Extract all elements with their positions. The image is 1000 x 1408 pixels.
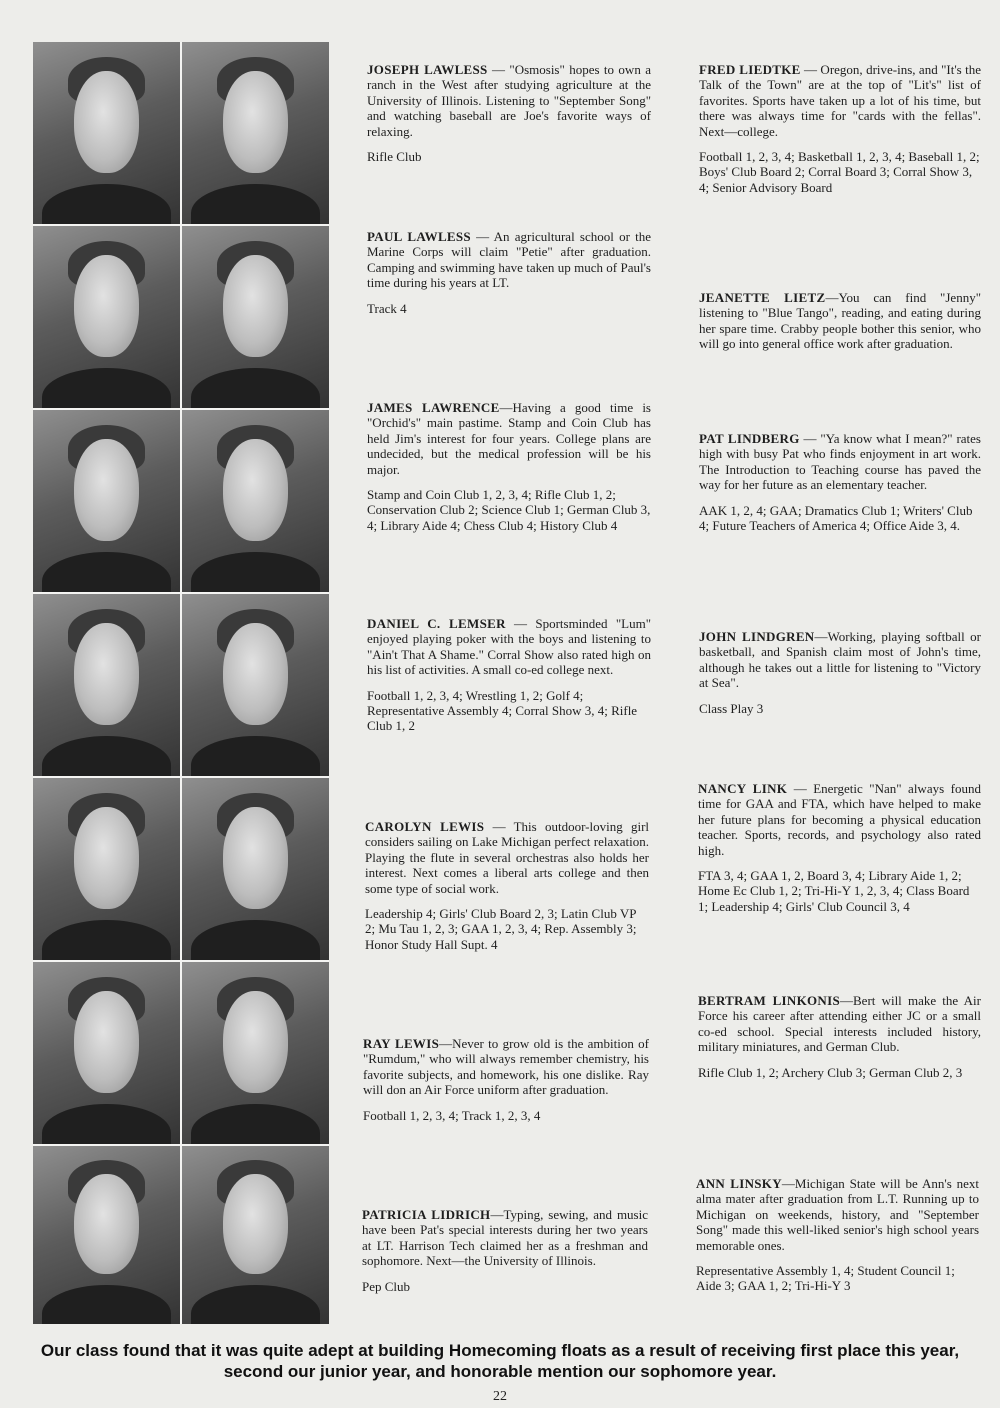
entry-text: —Michigan State will be Ann's next alma mater after graduation from L.T. Running up to Michigan on weekends, history, and "September Song" made this well-liked senior's high school years memorable ones. [696, 1176, 980, 1253]
portrait-photo [182, 1146, 329, 1324]
senior-entry [699, 290, 981, 352]
portrait-grid [33, 42, 329, 1324]
student-name: PATRICIA LIDRICH [362, 1207, 491, 1222]
student-name: JOHN LINDGREN [699, 629, 815, 644]
entry-text: — "Ya know what I mean?" rates high with busy Pat who finds enjoyment in art work. The Introduction to Teaching course has paved the way for her future as an elementary teacher. [699, 431, 981, 493]
senior-entry [698, 993, 981, 1080]
entry-text: —Working, playing softball or basketball, and Spanish claim most of John's time, although he takes out a little for listening to "Victory at Sea". [699, 629, 981, 691]
entry-activities: Pep Club [362, 1278, 411, 1294]
entry-text: — Oregon, drive-ins, and "It's the Talk of the Town" are at the top of "Lit's" list of favorites. Sports have taken up a lot of his time, but there was always time for "cards with the fellas". Next—college. [699, 62, 982, 139]
entry-activities: Rifle Club 1, 2; Archery Club 3; German Club 2, 3 [698, 1064, 963, 1080]
senior-entry [698, 781, 981, 914]
portrait-photo [182, 226, 329, 408]
entry-activities: Football 1, 2, 3, 4; Track 1, 2, 3, 4 [363, 1107, 541, 1123]
student-name: NANCY LINK [698, 781, 788, 796]
student-name: JOSEPH LAWLESS [367, 62, 488, 77]
entry-text: —Having a good time is "Orchid's" main pastime. Stamp and Coin Club has held Jim's interest for four years. College plans are undecided, but the medical profession will be his major. [367, 400, 651, 477]
entry-blurb [699, 290, 981, 352]
entry-activities: Stamp and Coin Club 1, 2, 3, 4; Rifle Club 1, 2; Conservation Club 2; Science Club 1; German Club 3, 4; Library Aide 4; Chess Club 4; History Club 4 [367, 487, 651, 533]
entry-text: —Never to grow old is the ambition of "Rumdum," who will always remember chemistry, his favorite subjects, and homework, his one dislike. Ray will don an Air Force uniform after graduation. [363, 1036, 649, 1098]
entry-activities: Class Play 3 [699, 700, 764, 716]
entry-activities: Track 4 [367, 300, 407, 316]
portrait-photo [182, 42, 329, 224]
entry-blurb [362, 1207, 648, 1269]
entry-text: — "Osmosis" hopes to own a ranch in the West after studying agriculture at the University of Illinois. Listening to "September Song" and watching baseball are Joe's favorite ways of relaxing. [367, 62, 651, 139]
entry-blurb [699, 431, 981, 493]
portrait-photo [33, 410, 180, 592]
senior-entry [365, 819, 649, 952]
entry-activities: Football 1, 2, 3, 4; Wrestling 1, 2; Golf 4; Representative Assembly 4; Corral Show 3, 4; Rifle Club 1, 2 [367, 687, 638, 734]
entry-blurb [363, 1036, 649, 1098]
senior-entry [696, 1176, 979, 1294]
entry-text: — This outdoor-loving girl considers sailing on Lake Michigan perfect relaxation. Playing the flute in several orchestras also holds her interest. Next comes a liberal arts college and then some type of social work. [365, 819, 650, 896]
entry-blurb [367, 62, 651, 139]
entry-activities: Football 1, 2, 3, 4; Basketball 1, 2, 3, 4; Baseball 1, 2; Boys' Club Board 2; Corral Board 3; Corral Show 3, 4; Senior Advisory Board [699, 149, 980, 195]
portrait-photo [182, 778, 329, 960]
entry-activities: Rifle Club [367, 149, 422, 165]
entry-activities: FTA 3, 4; GAA 1, 2, Board 3, 4; Library Aide 1, 2; Home Ec Club 1, 2; Tri-Hi-Y 1, 2, 3, 4; Class Board 1; Leadership 4; Girls' Club Council 3, 4 [698, 868, 970, 914]
portrait-photo [182, 410, 329, 592]
entry-activities: Leadership 4; Girls' Club Board 2, 3; Latin Club VP 2; Mu Tau 1, 2, 3; GAA 1, 2, 3, 4; Rep. Assembly 3; Honor Study Hall Supt. 4 [365, 906, 637, 952]
portrait-photo [182, 594, 329, 776]
student-name: ANN LINSKY [696, 1176, 782, 1191]
entry-text: —Bert will make the Air Force his career after attending either JC or a small co-ed school. Special interests included history, military miniatures, and German Club. [698, 993, 981, 1055]
senior-entry [367, 400, 651, 533]
entry-activities: AAK 1, 2, 4; GAA; Dramatics Club 1; Writers' Club 4; Future Teachers of America 4; Office Aide 3, 4. [699, 502, 973, 534]
portrait-photo [182, 962, 329, 1144]
entry-blurb [365, 819, 649, 896]
portrait-photo [33, 42, 180, 224]
student-name: RAY LEWIS [363, 1036, 440, 1051]
student-name: PAUL LAWLESS [367, 229, 471, 244]
entry-blurb [696, 1176, 979, 1253]
entry-blurb [699, 62, 981, 139]
senior-entry [367, 229, 651, 316]
entry-blurb [698, 781, 981, 858]
entry-blurb [367, 616, 651, 678]
entry-blurb [367, 229, 651, 291]
senior-entry [699, 629, 981, 716]
student-name: DANIEL C. LEMSER [367, 616, 506, 631]
student-name: FRED LIEDTKE [699, 62, 801, 77]
entry-blurb [698, 993, 981, 1055]
senior-entry [362, 1207, 648, 1294]
senior-entry [363, 1036, 649, 1123]
page-caption: Our class found that it was quite adept at building Homecoming floats as a result of receiving first place this year, second our junior year, and honorable mention our sophomore year. [40, 1341, 960, 1381]
senior-entry [367, 616, 651, 734]
entry-blurb [367, 400, 651, 477]
entry-text: — Sportsminded "Lum" enjoyed playing poker with the boys and listening to "Ain't That A Shame." Corral Show also rated high on his list of activities. A small co-ed college next. [367, 616, 652, 678]
entry-text: — Energetic "Nan" always found time for GAA and FTA, which have helped to make her future plans for becoming a physical education teacher. Sports, records, and psychology also rated high. [698, 781, 981, 858]
entry-text: —You can find "Jenny" listening to "Blue Tango", reading, and eating during her spare time. Crabby people bother this senior, who will go into general office work after graduation. [699, 290, 982, 352]
entry-blurb [699, 629, 981, 691]
student-name: JEANETTE LIETZ [699, 290, 826, 305]
senior-entry [699, 62, 981, 195]
portrait-photo [33, 962, 180, 1144]
student-name: CAROLYN LEWIS [365, 819, 485, 834]
portrait-photo [33, 1146, 180, 1324]
senior-entry [699, 431, 981, 533]
student-name: BERTRAM LINKONIS [698, 993, 840, 1008]
entry-text: —Typing, sewing, and music have been Pat's special interests during her two years at LT. Harrison Tech claimed her as a freshman and sophomore. Next—the University of Illinois. [362, 1207, 648, 1269]
entry-text: — An agricultural school or the Marine Corps will claim "Petie" after graduation. Camping and swimming have taken up much of Paul's time during his years at LT. [367, 229, 651, 291]
portrait-photo [33, 778, 180, 960]
student-name: JAMES LAWRENCE [367, 400, 500, 415]
portrait-photo [33, 594, 180, 776]
portrait-photo [33, 226, 180, 408]
student-name: PAT LINDBERG [699, 431, 800, 446]
page-number: 22 [493, 1389, 507, 1404]
entry-activities: Representative Assembly 1, 4; Student Council 1; Aide 3; GAA 1, 2; Tri-Hi-Y 3 [696, 1263, 955, 1294]
senior-entry [367, 62, 651, 164]
